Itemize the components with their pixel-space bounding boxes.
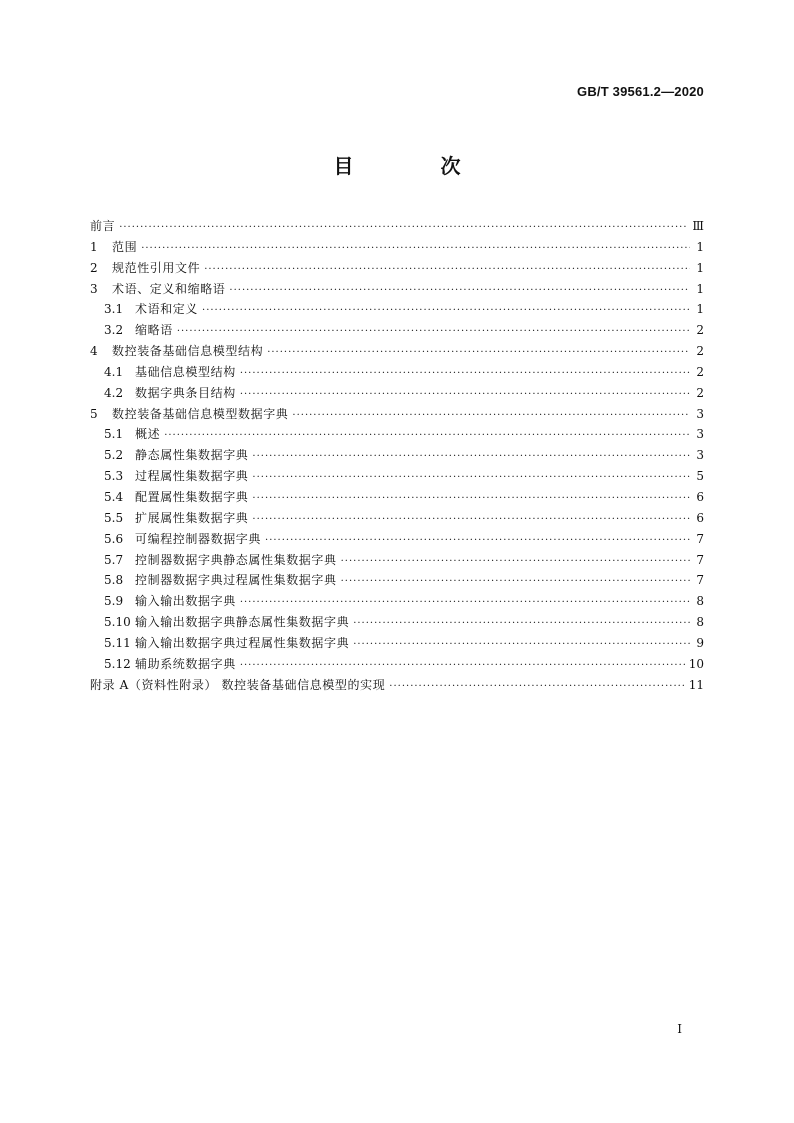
toc-entry-number: 5.6 bbox=[104, 531, 124, 546]
page-title: 目 次 bbox=[333, 154, 501, 178]
toc-entry-label: 术语、定义和缩略语 bbox=[112, 281, 226, 296]
toc-entry[interactable] bbox=[90, 404, 704, 425]
toc-dot-leader bbox=[341, 572, 690, 593]
toc-entry[interactable] bbox=[90, 216, 704, 237]
toc-entry[interactable] bbox=[90, 466, 704, 487]
toc-entry-number: 4.2 bbox=[104, 385, 124, 400]
toc-dot-leader bbox=[389, 677, 684, 698]
toc-entry-number: 5.8 bbox=[104, 573, 124, 588]
toc-entry-number: 5.5 bbox=[104, 510, 124, 525]
toc-entry-number: 5.12 bbox=[104, 656, 131, 671]
toc-dot-leader bbox=[252, 468, 690, 489]
toc-entry-label: 规范性引用文件 bbox=[112, 260, 201, 275]
toc-entry-page: 5 bbox=[696, 469, 704, 484]
toc-entry[interactable] bbox=[90, 654, 704, 675]
toc-entry[interactable] bbox=[90, 591, 704, 612]
toc-entry-label: 输入输出数据字典静态属性集数据字典 bbox=[135, 615, 350, 630]
toc-entry-number: 4.1 bbox=[104, 364, 124, 379]
toc-entry[interactable] bbox=[90, 675, 704, 696]
toc-entry-page: Ⅲ bbox=[692, 219, 704, 233]
toc-entry-label: 缩略语 bbox=[135, 323, 173, 338]
toc-entry-page: 7 bbox=[696, 573, 704, 588]
toc-entry[interactable] bbox=[90, 424, 704, 445]
toc-entry-number: 3 bbox=[90, 281, 98, 296]
toc-entry-number: 5.3 bbox=[104, 469, 124, 484]
toc-entry-number: 5.2 bbox=[104, 448, 124, 463]
toc-entry-label: 可编程控制器数据字典 bbox=[135, 531, 262, 546]
toc-entry-page: 2 bbox=[696, 323, 704, 338]
toc-dot-leader bbox=[240, 593, 690, 614]
toc-entry-label: 前言 bbox=[90, 219, 116, 233]
toc-dot-leader bbox=[240, 364, 690, 385]
toc-entry[interactable] bbox=[90, 612, 704, 633]
toc-dot-leader bbox=[267, 343, 690, 364]
toc-dot-leader bbox=[252, 489, 690, 510]
toc-dot-leader bbox=[164, 426, 690, 447]
toc-entry-page: 1 bbox=[696, 281, 704, 296]
toc-dot-leader bbox=[202, 301, 690, 322]
toc-entry-label: 控制器数据字典过程属性集数据字典 bbox=[135, 573, 337, 588]
toc-entry[interactable] bbox=[90, 508, 704, 529]
table-of-contents bbox=[90, 216, 704, 695]
toc-entry-label: 数据字典条目结构 bbox=[135, 385, 236, 400]
toc-entry-label: 过程属性集数据字典 bbox=[135, 469, 249, 484]
toc-entry-label: 数控装备基础信息模型数据字典 bbox=[112, 406, 289, 421]
toc-entry-label: 扩展属性集数据字典 bbox=[135, 510, 249, 525]
toc-entry[interactable] bbox=[90, 299, 704, 320]
toc-entry[interactable] bbox=[90, 633, 704, 654]
toc-entry-label: 控制器数据字典静态属性集数据字典 bbox=[135, 552, 337, 567]
toc-entry-number: 5 bbox=[90, 406, 98, 421]
toc-entry-page: 8 bbox=[696, 615, 704, 630]
toc-entry-number: 5.7 bbox=[104, 552, 124, 567]
toc-entry[interactable] bbox=[90, 383, 704, 404]
toc-dot-leader bbox=[252, 510, 690, 531]
toc-entry-number: 5.9 bbox=[104, 594, 124, 609]
toc-entry[interactable] bbox=[90, 320, 704, 341]
toc-entry-number: 2 bbox=[90, 260, 98, 275]
toc-dot-leader bbox=[292, 406, 690, 427]
toc-entry-label: 静态属性集数据字典 bbox=[135, 448, 249, 463]
toc-dot-leader bbox=[229, 281, 690, 302]
toc-entry-page: 7 bbox=[696, 552, 704, 567]
toc-entry-page: 3 bbox=[696, 448, 704, 463]
toc-entry-page: 6 bbox=[696, 510, 704, 525]
toc-entry-page: 11 bbox=[688, 677, 704, 692]
toc-entry[interactable] bbox=[90, 529, 704, 550]
toc-dot-leader bbox=[240, 385, 690, 406]
toc-entry-label: 数控装备基础信息模型结构 bbox=[112, 344, 264, 359]
toc-entry-number: 5.11 bbox=[104, 635, 131, 650]
toc-entry-page: 7 bbox=[696, 531, 704, 546]
toc-entry[interactable] bbox=[90, 237, 704, 258]
toc-dot-leader bbox=[353, 614, 690, 635]
toc-entry-label: 输入输出数据字典 bbox=[135, 594, 236, 609]
toc-entry[interactable] bbox=[90, 550, 704, 571]
toc-dot-leader bbox=[265, 531, 690, 552]
toc-dot-leader bbox=[252, 447, 690, 468]
toc-entry-page: 10 bbox=[688, 656, 704, 671]
toc-entry-label: 术语和定义 bbox=[135, 302, 199, 317]
toc-entry-page: 1 bbox=[696, 302, 704, 317]
standard-code: GB/T 39561.2—2020 bbox=[577, 84, 704, 99]
toc-entry-label: 概述 bbox=[135, 427, 161, 442]
toc-dot-leader bbox=[341, 552, 690, 573]
toc-entry-label: 附录 A（资料性附录） 数控装备基础信息模型的实现 bbox=[90, 677, 386, 692]
toc-entry-number: 1 bbox=[90, 239, 98, 254]
toc-entry-page: 3 bbox=[696, 406, 704, 421]
toc-entry-number: 3.2 bbox=[104, 323, 124, 338]
toc-entry[interactable] bbox=[90, 570, 704, 591]
toc-entry-page: 1 bbox=[696, 239, 704, 254]
toc-entry-number: 3.1 bbox=[104, 302, 124, 317]
toc-dot-leader bbox=[119, 218, 688, 239]
toc-entry-label: 基础信息模型结构 bbox=[135, 364, 236, 379]
toc-entry[interactable] bbox=[90, 445, 704, 466]
toc-dot-leader bbox=[141, 239, 690, 260]
toc-entry-page: 9 bbox=[696, 635, 704, 650]
toc-entry[interactable] bbox=[90, 258, 704, 279]
toc-entry-page: 1 bbox=[696, 260, 704, 275]
toc-entry-page: 6 bbox=[696, 489, 704, 504]
toc-entry-label: 输入输出数据字典过程属性集数据字典 bbox=[135, 635, 350, 650]
toc-dot-leader bbox=[177, 322, 690, 343]
toc-entry-number: 5.10 bbox=[104, 615, 131, 630]
toc-dot-leader bbox=[204, 260, 690, 281]
toc-entry-page: 8 bbox=[696, 594, 704, 609]
toc-entry-page: 2 bbox=[696, 344, 704, 359]
toc-entry-page: 2 bbox=[696, 364, 704, 379]
toc-entry-page: 3 bbox=[696, 427, 704, 442]
footer-page-number: I bbox=[677, 1022, 682, 1036]
toc-entry[interactable] bbox=[90, 362, 704, 383]
toc-entry-number: 5.1 bbox=[104, 427, 124, 442]
toc-entry-page: 2 bbox=[696, 385, 704, 400]
toc-dot-leader bbox=[240, 656, 685, 677]
toc-entry-number: 5.4 bbox=[104, 489, 124, 504]
toc-entry-label: 辅助系统数据字典 bbox=[135, 656, 236, 671]
toc-entry[interactable] bbox=[90, 341, 704, 362]
toc-entry[interactable] bbox=[90, 279, 704, 300]
toc-entry[interactable] bbox=[90, 487, 704, 508]
toc-entry-label: 范围 bbox=[112, 239, 138, 254]
toc-dot-leader bbox=[353, 635, 690, 656]
toc-entry-label: 配置属性集数据字典 bbox=[135, 489, 249, 504]
toc-entry-number: 4 bbox=[90, 344, 98, 359]
